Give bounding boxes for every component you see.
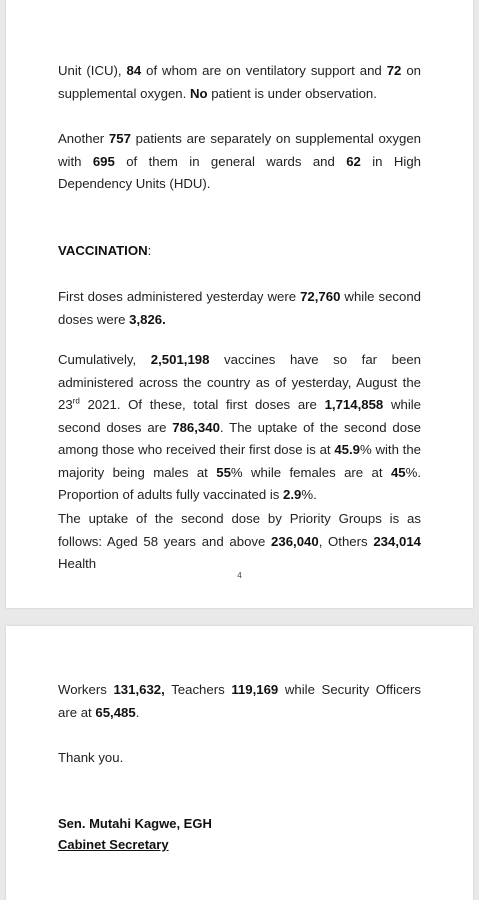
page-number: 4 bbox=[237, 571, 242, 580]
cumulative-paragraph: Cumulatively, 2,501,198 vaccines have so far been administered across the country as of yesterday, August the 23rd 2021. Of these, total first doses are 1,714,858 while second doses are 786,340. The uptake of the second dose among those who received their first dose is at 45.9% with the majority being males at 55% while females are at 45%. Proportion of adults fully vaccinated is 2.9%. bbox=[58, 352, 422, 502]
thanks-line: Thank you. bbox=[58, 750, 124, 765]
signatory-name: Sen. Mutahi Kagwe, EGH bbox=[58, 816, 212, 831]
workers-paragraph: Workers 131,632, Teachers 119,169 while Security Officers are at 65,485. bbox=[58, 682, 421, 720]
oxygen-paragraph: Another 757 patients are separately on supplemental oxygen with 695 of them in general wards and 62 in High Dependency Units (HDU). bbox=[58, 131, 422, 191]
document-page-5 bbox=[6, 626, 473, 900]
document-page-4 bbox=[6, 0, 473, 608]
signatory-title: Cabinet Secretary bbox=[58, 837, 169, 852]
icu-paragraph: Unit (ICU), 84 of whom are on ventilatory support and 72 on supplemental oxygen. No patient is under observation. bbox=[58, 63, 422, 101]
signature-block bbox=[58, 816, 421, 852]
priority-groups-paragraph: The uptake of the second dose by Priority Groups is as follows: Aged 58 years and above 236,040, Others 234,014 Health bbox=[58, 511, 421, 571]
first-doses-paragraph: First doses administered yesterday were 72,760 while second doses were 3,826. bbox=[58, 289, 421, 327]
vaccination-heading: VACCINATION: bbox=[58, 243, 152, 258]
